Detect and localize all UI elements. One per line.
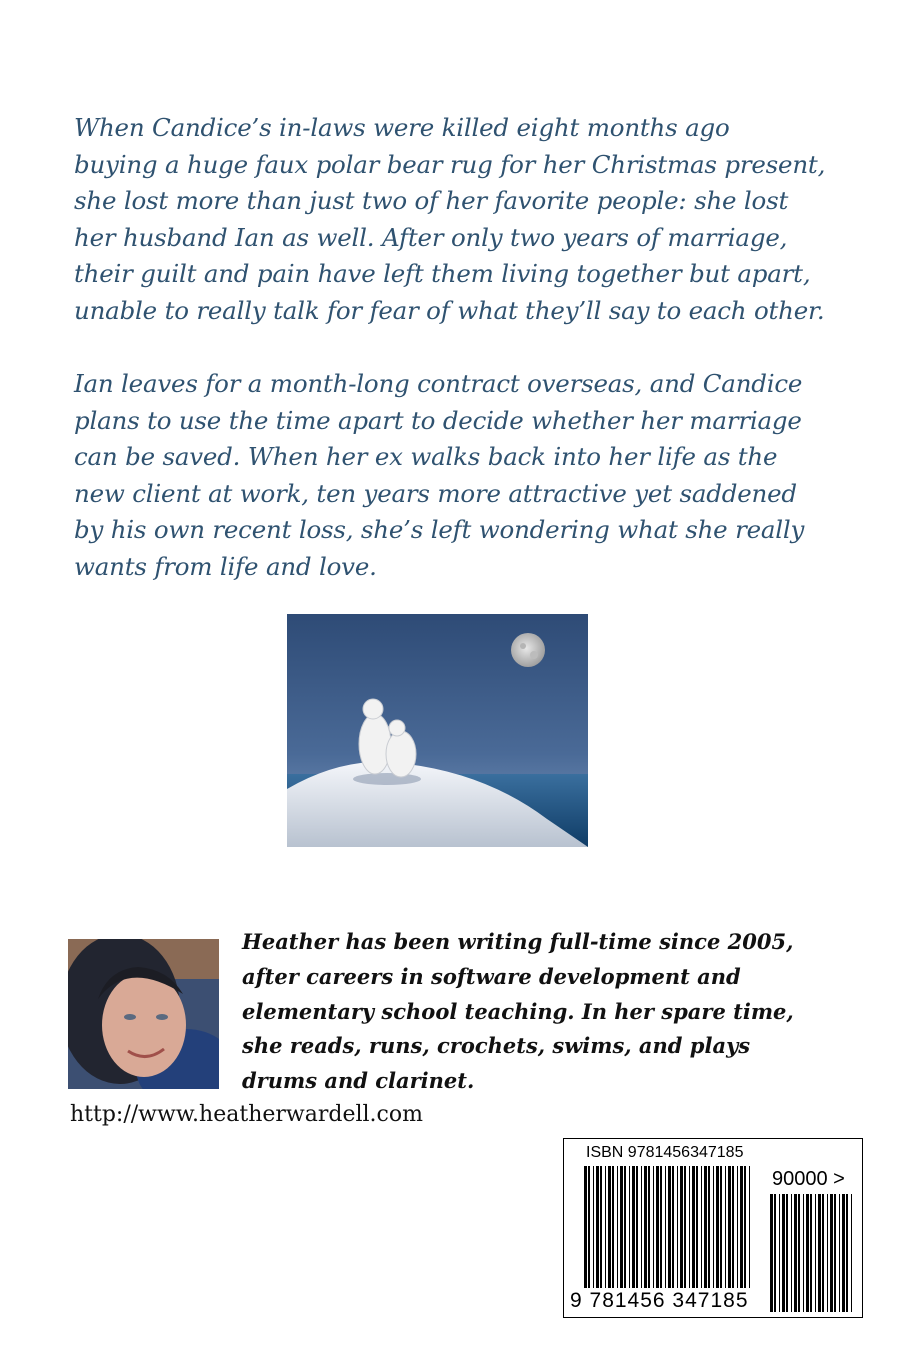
barcode-bar [794, 1194, 797, 1312]
isbn-digits: 9 781456 347185 [570, 1289, 749, 1312]
blurb-line: she lost more than just two of her favorite people: she lost [74, 186, 789, 215]
barcode-bar [593, 1166, 594, 1288]
barcode-bar [782, 1194, 785, 1312]
barcode-bar [632, 1166, 635, 1288]
barcode-bar [725, 1166, 726, 1288]
author-bio [242, 925, 882, 1099]
barcode-bar [839, 1194, 840, 1312]
barcode-bar [728, 1166, 731, 1288]
barcode-bar [704, 1166, 707, 1288]
blurb-line: Ian leaves for a month-long contract overseas, and Candice [74, 369, 803, 398]
blurb-paragraph-1 [74, 110, 834, 329]
author-photo [68, 939, 219, 1089]
barcode-bar [744, 1166, 746, 1288]
blurb-line: unable to really talk for fear of what they’ll say to each other. [74, 295, 825, 325]
blurb-line: new client at work, ten years more attractive yet saddened [74, 478, 797, 508]
barcode-bar [822, 1194, 824, 1312]
barcode-bar [810, 1194, 812, 1312]
bio-line: after careers in software development and [242, 963, 741, 989]
barcode-bar [608, 1166, 611, 1288]
moon-icon [511, 633, 545, 667]
isbn-label: ISBN 9781456347185 [586, 1144, 744, 1161]
barcode-bar [692, 1166, 695, 1288]
bio-line: she reads, runs, crochets, swims, and plays [242, 1033, 751, 1059]
blurb-line: can be saved. When her ex walks back into her life as the [74, 442, 778, 471]
blurb-line: by his own recent loss, she’s left wondering what she really [74, 515, 805, 544]
barcode-bar [815, 1194, 816, 1312]
barcode-bar [612, 1166, 614, 1288]
barcode-bar [665, 1166, 666, 1288]
author-website[interactable]: http://www.heatherwardell.com [70, 1102, 423, 1127]
barcode-bar [716, 1166, 719, 1288]
barcode-bar [846, 1194, 848, 1312]
bio-line: drums and clarinet. [242, 1068, 475, 1094]
bio-line: elementary school teaching. In her spare time, [242, 998, 794, 1024]
barcode-bar [701, 1166, 702, 1288]
barcode-bar [774, 1194, 776, 1312]
barcode-bar [798, 1194, 800, 1312]
barcode-bar [696, 1166, 698, 1288]
price-code: 90000 > [772, 1168, 845, 1190]
isbn-barcode [584, 1166, 754, 1288]
barcode-bar [737, 1166, 738, 1288]
barcode-bar [830, 1194, 833, 1312]
barcode-bar [740, 1166, 743, 1288]
blurb-line: buying a huge faux polar bear rug for her Christmas present, [74, 149, 826, 179]
barcode-bar [803, 1194, 804, 1312]
barcode-bar [689, 1166, 690, 1288]
barcode-bar [791, 1194, 792, 1312]
barcode-bar [653, 1166, 654, 1288]
price-addon-barcode [770, 1194, 852, 1312]
barcode-bar [827, 1194, 828, 1312]
barcode-bar [672, 1166, 674, 1288]
barcode-bar [629, 1166, 630, 1288]
barcode-bar [588, 1166, 590, 1288]
barcode-bar [677, 1166, 678, 1288]
barcode-bar [600, 1166, 602, 1288]
barcode-bar [720, 1166, 722, 1288]
blurb-line: her husband Ian as well. After only two years of marriage, [74, 222, 788, 252]
barcode-bar [648, 1166, 650, 1288]
barcode-bar [680, 1166, 683, 1288]
barcode-bar [641, 1166, 642, 1288]
barcode-bar [834, 1194, 836, 1312]
barcode-bar [786, 1194, 788, 1312]
polar-bears-illustration [287, 614, 588, 847]
barcode-bar [806, 1194, 809, 1312]
barcode-bar [732, 1166, 734, 1288]
barcode-bar [617, 1166, 618, 1288]
barcode-bar [684, 1166, 686, 1288]
blurb-line: wants from life and love. [74, 551, 377, 581]
barcode-bar [624, 1166, 626, 1288]
barcode-bar [620, 1166, 623, 1288]
barcode-bar [779, 1194, 780, 1312]
bio-line: Heather has been writing full-time since 2005, [242, 929, 794, 954]
blurb-paragraph-2 [74, 366, 834, 585]
barcode-bar [770, 1194, 773, 1312]
barcode-bar [636, 1166, 638, 1288]
barcode-bar [668, 1166, 671, 1288]
blurb-line: When Candice’s in-laws were killed eight months ago [74, 113, 730, 142]
barcode-bar [749, 1166, 750, 1288]
barcode-bar [851, 1194, 852, 1312]
barcode-bar [605, 1166, 606, 1288]
barcode-bar [842, 1194, 845, 1312]
barcode-bar [656, 1166, 659, 1288]
barcode-bar [644, 1166, 647, 1288]
barcode-bar [818, 1194, 821, 1312]
barcode-bar [708, 1166, 710, 1288]
barcode-bar [596, 1166, 599, 1288]
blurb-line: their guilt and pain have left them living together but apart, [74, 259, 811, 288]
barcode-bar [713, 1166, 714, 1288]
barcode-bar [584, 1166, 587, 1288]
blurb-line: plans to use the time apart to decide whether her marriage [74, 405, 802, 435]
barcode-bar [660, 1166, 662, 1288]
